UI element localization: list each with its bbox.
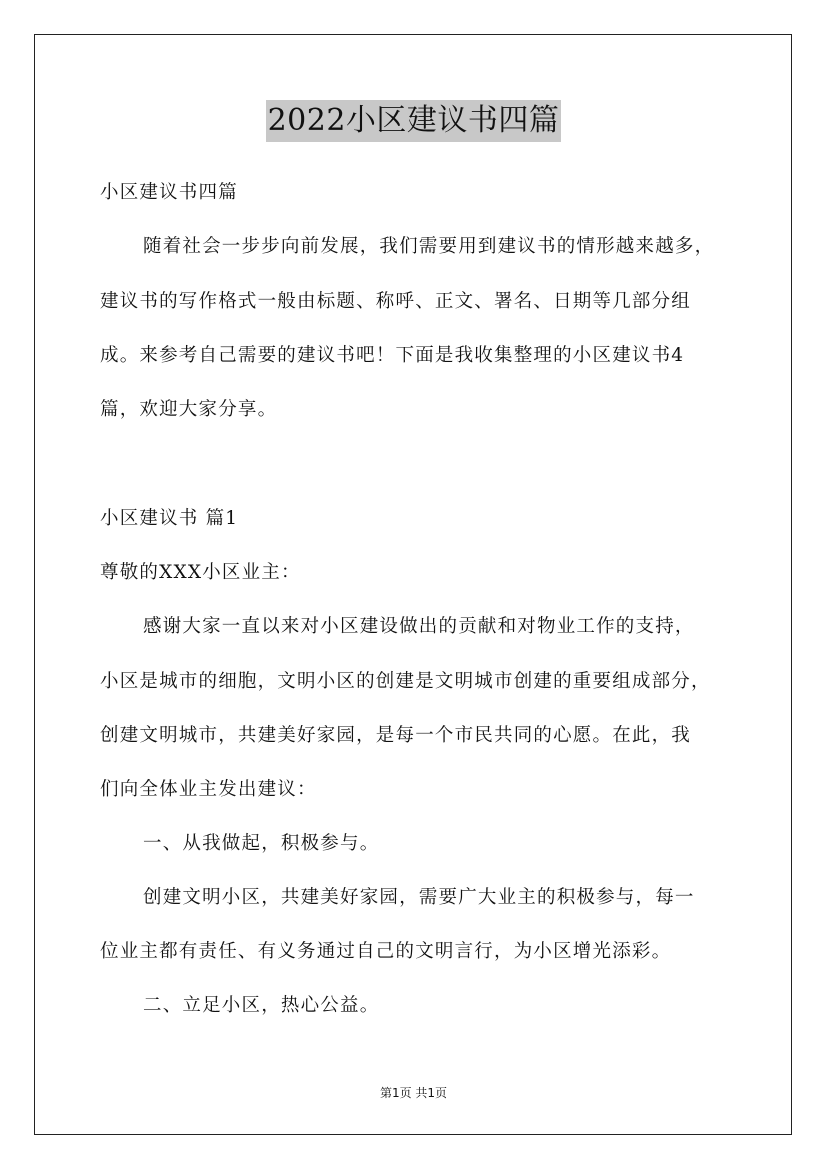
paragraph-line: 随着社会一步步向前发展，我们需要用到建议书的情形越来越多， bbox=[143, 236, 715, 257]
paragraph-line: 篇，欢迎大家分享。 bbox=[100, 399, 278, 420]
paragraph-line: 创建文明城市，共建美好家园，是每一个市民共同的心愿。在此，我 bbox=[100, 725, 692, 746]
paragraph-line: 创建文明小区，共建美好家园，需要广大业主的积极参与，每一 bbox=[143, 887, 695, 908]
paragraph-line: 小区是城市的细胞，文明小区的创建是文明城市创建的重要组成部分， bbox=[100, 671, 711, 692]
paragraph-line: 们向全体业主发出建议： bbox=[100, 779, 317, 800]
section-heading: 小区建议书 篇1 bbox=[100, 508, 239, 529]
point-heading: 二、立足小区，热心公益。 bbox=[143, 995, 380, 1016]
paragraph-line: 成。来参考自己需要的建议书吧！下面是我收集整理的小区建议书4 bbox=[100, 345, 685, 366]
document-title: 2022小区建议书四篇 bbox=[266, 100, 562, 142]
subtitle: 小区建议书四篇 bbox=[100, 182, 238, 203]
paragraph-line: 感谢大家一直以来对小区建设做出的贡献和对物业工作的支持， bbox=[143, 616, 695, 637]
paragraph-line: 位业主都有责任、有义务通过自己的文明言行，为小区增光添彩。 bbox=[100, 941, 672, 962]
page-footer: 第1页 共1页 bbox=[379, 1086, 448, 1100]
paragraph-line: 建议书的写作格式一般由标题、称呼、正文、署名、日期等几部分组 bbox=[100, 291, 692, 312]
salutation: 尊敬的XXX小区业主： bbox=[100, 562, 301, 583]
point-heading: 一、从我做起，积极参与。 bbox=[143, 833, 380, 854]
